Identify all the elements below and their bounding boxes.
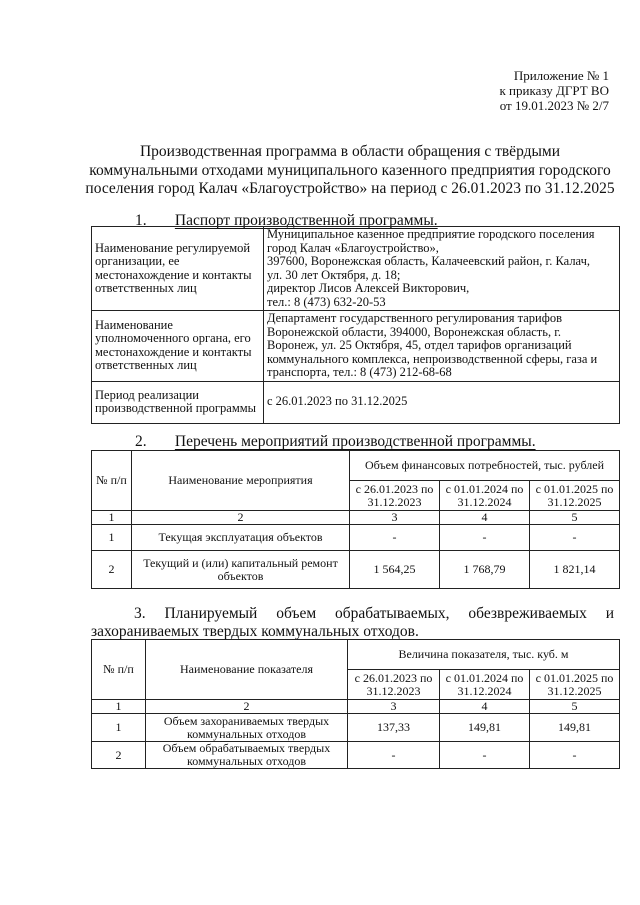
appendix-line: от 19.01.2023 № 2/7: [499, 98, 609, 113]
row-value: [264, 311, 620, 382]
value-line: 397600, Воронежская область, Калачеевский район, г. Калач,: [267, 254, 591, 268]
value-line: город Калач «Благоустройство»,: [267, 240, 439, 255]
table-row: [92, 742, 620, 769]
row-value: -: [440, 742, 530, 769]
appendix-header: [499, 68, 609, 113]
index-row: [92, 511, 620, 525]
value-line: ул. 30 лет Октября, д. 18;: [267, 267, 401, 282]
row-value: [264, 381, 620, 423]
period-header: с 01.01.2024 по 31.12.2024: [440, 481, 530, 511]
measures-table: [91, 450, 620, 589]
row-label: Период реализации производственной программы: [92, 381, 264, 423]
value-line: тел.: 8 (473) 632-20-53: [267, 294, 386, 309]
row-value: 1 821,14: [530, 551, 620, 589]
waste-volume-table: [91, 639, 620, 769]
header-row: [92, 451, 620, 481]
index-cell: 4: [440, 511, 530, 525]
title-line: Производственная программа в области обращения с твёрдыми: [139, 143, 561, 160]
value-line: с 26.01.2023 по 31.12.2025: [267, 394, 408, 409]
row-value: 149,81: [440, 714, 530, 742]
row-value: 1 768,79: [440, 551, 530, 589]
section3-heading-line1: [134, 605, 614, 623]
row-name: Объем захораниваемых твердых коммунальных отходов: [146, 714, 348, 742]
index-cell: 5: [530, 511, 620, 525]
period-header: с 26.01.2023 по 31.12.2023: [348, 670, 440, 700]
value-line: директор Лисов Алексей Викторович,: [267, 281, 470, 295]
col-header-name: Наименование мероприятия: [132, 451, 350, 511]
section-title: Перечень мероприятий производственной программы.: [174, 433, 536, 450]
period-header: с 26.01.2023 по 31.12.2023: [350, 481, 440, 511]
index-cell: 1: [92, 511, 132, 525]
col-header-group: Величина показателя, тыс. куб. м: [348, 640, 620, 670]
col-header-name: Наименование показателя: [146, 640, 348, 700]
heading-word: и: [605, 605, 614, 622]
appendix-line: к приказу ДГРТ ВО: [499, 83, 609, 98]
title-line: поселения город Калач «Благоустройство» на период с 26.01.2023 по 31.12.2025: [85, 180, 615, 197]
table-row: [92, 227, 620, 311]
index-cell: 2: [146, 700, 348, 714]
index-cell: 1: [92, 700, 146, 714]
header-row: [92, 640, 620, 670]
col-header-group: Объем финансовых потребностей, тыс. рублей: [350, 451, 620, 481]
row-value: -: [348, 742, 440, 769]
section2-heading: [135, 433, 536, 451]
value-line: Воронеж, ул. 25 Октября, 45, отдел тарифов организаций: [267, 338, 572, 352]
section-number: 1.: [135, 212, 147, 229]
row-name: Текущий и (или) капитальный ремонт объектов: [132, 551, 350, 589]
value-line: транспорта, тел.: 8 (473) 212-68-68: [267, 365, 452, 379]
section-number: 2.: [135, 433, 147, 450]
value-line: коммунального комплекса, непроизводственной сферы, газа и: [267, 351, 598, 366]
title-line: коммунальными отходами муниципального казенного предприятия городского: [89, 161, 611, 179]
value-line: Муниципальное казенное предприятие городского поселения: [267, 227, 595, 241]
index-cell: 2: [132, 511, 350, 525]
row-value: -: [350, 525, 440, 551]
row-label: Наименование уполномоченного органа, его местонахождение и контакты ответственных лиц: [92, 311, 264, 382]
section-title: Паспорт производственной программы.: [174, 212, 438, 229]
period-header: с 01.01.2024 по 31.12.2024: [440, 670, 530, 700]
row-value: -: [530, 525, 620, 551]
row-name: Текущая эксплуатация объектов: [132, 525, 350, 551]
heading-word: обезвреживаемых: [468, 605, 587, 622]
row-num: 2: [92, 551, 132, 589]
row-label: Наименование регулируемой организации, ее местонахождение и контакты ответственных лиц: [92, 227, 264, 311]
heading-word: объем: [276, 605, 317, 622]
section-number: 3.: [134, 605, 146, 622]
row-value: 1 564,25: [350, 551, 440, 589]
table-row: [92, 551, 620, 589]
period-header: с 01.01.2025 по 31.12.2025: [530, 670, 620, 700]
index-cell: 4: [440, 700, 530, 714]
row-name: Объем обрабатываемых твердых коммунальных отходов: [146, 742, 348, 769]
row-value: [264, 227, 620, 311]
heading-word: Планируемый: [164, 605, 258, 622]
value-line: Воронежской области, 394000, Воронежская область, г.: [267, 324, 562, 339]
col-header-num: № п/п: [92, 640, 146, 700]
row-value: 149,81: [530, 714, 620, 742]
index-cell: 5: [530, 700, 620, 714]
passport-table: [91, 226, 620, 424]
period-header: с 01.01.2025 по 31.12.2025: [530, 481, 620, 511]
section-title: захораниваемых твердых коммунальных отходов.: [91, 623, 419, 640]
index-cell: 3: [350, 511, 440, 525]
index-row: [92, 700, 620, 714]
value-line: Департамент государственного регулирования тарифов: [267, 311, 562, 325]
row-value: 137,33: [348, 714, 440, 742]
index-cell: 3: [348, 700, 440, 714]
row-num: 1: [92, 525, 132, 551]
table-row: [92, 714, 620, 742]
row-num: 1: [92, 714, 146, 742]
appendix-line: Приложение № 1: [513, 68, 609, 83]
row-value: -: [530, 742, 620, 769]
row-value: -: [440, 525, 530, 551]
document-title: [80, 143, 620, 199]
table-row: [92, 311, 620, 382]
heading-word: обрабатываемых,: [335, 605, 450, 622]
table-row: [92, 525, 620, 551]
col-header-num: № п/п: [92, 451, 132, 511]
row-num: 2: [92, 742, 146, 769]
table-row: [92, 381, 620, 423]
